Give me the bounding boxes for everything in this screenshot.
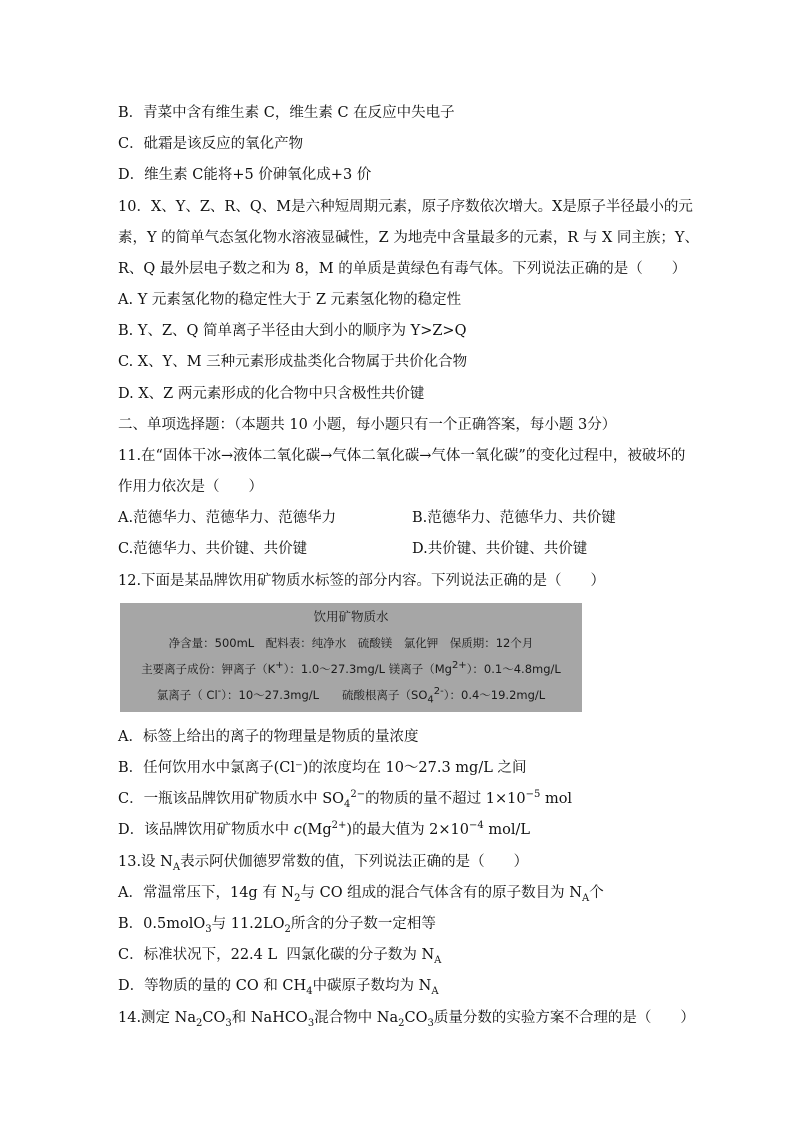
q12-stem: 12.下面是某品牌饮用矿物质水标签的部分内容。下列说法正确的是（ ） (118, 573, 606, 589)
q12c-text-2: 的物质的量不超过 1×10 (365, 791, 526, 807)
q13a-2: 与 CO 组成的混合气体含有的原子数目为 N (300, 885, 582, 901)
q14-2: CO (202, 1010, 226, 1026)
label-so4-sub: 4 (427, 694, 434, 706)
q12c-exponent: −5 (525, 789, 541, 801)
q10-stem-line3: R、Q 最外层电子数之和为 8，M 的单质是黄绿色有毒气体。下列说法正确的是（ ） (118, 261, 687, 277)
q11-stem-line1: 11.在“固体干冰→液体二氧化碳→气体二氧化碳→气体一氧化碳”的变化过程中，被破坏的 (118, 448, 686, 464)
q12-option-c (118, 790, 572, 808)
q12d-charge: 2+ (331, 820, 347, 832)
q11-option-b: B.范德华力、范德华力、共价键 (412, 510, 616, 526)
q13-stem-2: 表示阿伏伽德罗常数的值，下列说法正确的是（ ） (180, 854, 529, 870)
q10-option-c: C. X、Y、M 三种元素形成盐类化合物属于共价化合物 (118, 354, 468, 370)
q9-option-d: D．维生素 C能将+5 价砷氧化成+3 价 (118, 167, 372, 183)
q13-stem-1: 13.设 N (118, 854, 173, 870)
q10-option-b: B. Y、Z、Q 简单离子半径由大到小的顺序为 Y>Z>Q (118, 323, 467, 339)
q14-sub2: 3 (225, 1017, 232, 1029)
q13b-sub2: 2 (284, 923, 291, 935)
q13d-sub1: 4 (306, 985, 313, 997)
q13-stem-sub: A (172, 861, 181, 873)
q11-option-d: D.共价键、共价键、共价键 (412, 541, 588, 557)
q13a-3: 个 (589, 885, 604, 901)
q11-option-a: A.范德华力、范德华力、范德华力 (118, 510, 337, 526)
q12c-text-1: C．一瓶该品牌饮用矿物质水中 SO (118, 791, 345, 807)
q12-option-a: A．标签上给出的离子的物理量是物质的量浓度 (118, 729, 419, 745)
q10-stem-line2: 素，Y 的简单气态氢化物水溶液显碱性，Z 为地壳中含量最多的元素，R 与 X 同主族；Y、 (118, 230, 700, 246)
label-mg-range: ）：0.1～4.8mg/L (466, 662, 561, 676)
label-title: 饮用矿物质水 (313, 609, 389, 624)
q13d-2: 中碳原子数均为 N (312, 978, 432, 994)
label-cl-text: 氯离子（ Cl (156, 688, 218, 702)
q13b-2: 与 11.2LO (211, 916, 285, 932)
label-line-contents: 净含量：500mL 配料表：纯净水 硫酸镁 氯化钾 保质期：12个月 (168, 636, 534, 650)
label-mg-charge: 2+ (451, 660, 467, 672)
q12d-c-symbol: c (293, 822, 302, 838)
q12d-text-2: (Mg (301, 822, 332, 838)
q14-sub4: 2 (398, 1017, 405, 1029)
q12-option-b: B．任何饮用水中氯离子(Cl⁻)的浓度均在 10～27.3 mg/L 之间 (118, 760, 527, 776)
q10-option-a: A. Y 元素氢化物的稳定性大于 Z 元素氢化物的稳定性 (118, 292, 462, 308)
q9-option-b: B．青菜中含有维生素 C，维生素 C 在反应中失电子 (118, 105, 455, 121)
q12c-sub: 4 (344, 798, 351, 810)
q13d-sub2: A (431, 985, 439, 997)
q12d-text-3: )的最大值为 2×10 (346, 822, 469, 838)
q10-stem-line1: 10．X、Y、Z、R、Q、M是六种短周期元素，原子序数依次增大。X是原子半径最小的元 (118, 199, 693, 215)
label-so4-range: ）：0.4～19.2mg/L (443, 688, 546, 702)
label-k-text: 主要离子成份：钾离子（K (141, 662, 276, 676)
q14-sub1: 2 (196, 1017, 203, 1029)
q12-option-d (118, 821, 530, 839)
q14-sub3: 3 (307, 1017, 315, 1029)
q14-3: 和 NaHCO (231, 1010, 308, 1026)
q14-4: 混合物中 Na (314, 1010, 399, 1026)
q12d-exponent: −4 (469, 820, 484, 832)
label-so4-charge: 2- (433, 686, 444, 698)
q14-5: CO (404, 1010, 428, 1026)
q13-option-d (118, 977, 439, 995)
q12d-text-1: D．该品牌饮用矿物质水中 (118, 822, 294, 838)
section-heading: 二、单项选择题：（本题共 10 小题，每小题只有一个正确答案，每小题 3分） (118, 417, 617, 433)
mineral-water-label (120, 603, 582, 712)
label-so4-text: ）：10～27.3mg/L 硫酸根离子（SO (221, 688, 428, 702)
q9-option-c: C．砒霜是该反应的氧化产物 (118, 136, 304, 152)
q13a-sub2: A (581, 892, 590, 904)
label-line-ions-2 (120, 686, 582, 706)
q12c-charge: 2− (350, 789, 366, 801)
q13c-sub: A (434, 954, 442, 966)
q13a-sub1: 2 (294, 892, 301, 904)
q13-option-a (118, 884, 604, 902)
label-cl-charge: - (217, 686, 222, 698)
q12d-unit: mol/L (483, 822, 530, 838)
q13b-sub1: 3 (205, 923, 212, 935)
q10-option-d: D. X、Z 两元素形成的化合物中只含极性共价键 (118, 386, 425, 402)
q13a-1: A．常温常压下，14g 有 N (118, 885, 295, 901)
label-k-charge: + (275, 660, 284, 672)
q14-sub5: 3 (427, 1017, 434, 1029)
q13-option-c (118, 946, 441, 964)
q13d-1: D．等物质的量的 CO 和 CH (118, 978, 307, 994)
q13-option-b (118, 915, 436, 933)
q12c-unit: mol (540, 791, 573, 807)
q14-6: 质量分数的实验方案不合理的是（ ） (433, 1010, 695, 1026)
q14-1: 14.测定 Na (118, 1010, 197, 1026)
q13-stem (118, 853, 528, 871)
label-mg-text: ）：1.0～27.3mg/L 镁离子（Mg (283, 662, 452, 676)
q13b-1: B．0.5molO (118, 916, 206, 932)
q11-option-c: C.范德华力、共价键、共价键 (118, 541, 308, 557)
q11-stem-line2: 作用力依次是（ ） (118, 479, 263, 495)
q14-stem (118, 1009, 695, 1027)
q13c-1: C．标准状况下，22.4 L 四氯化碳的分子数为 N (118, 947, 435, 963)
label-line-ions-1 (120, 662, 582, 676)
q13b-3: 所含的分子数一定相等 (290, 916, 436, 932)
